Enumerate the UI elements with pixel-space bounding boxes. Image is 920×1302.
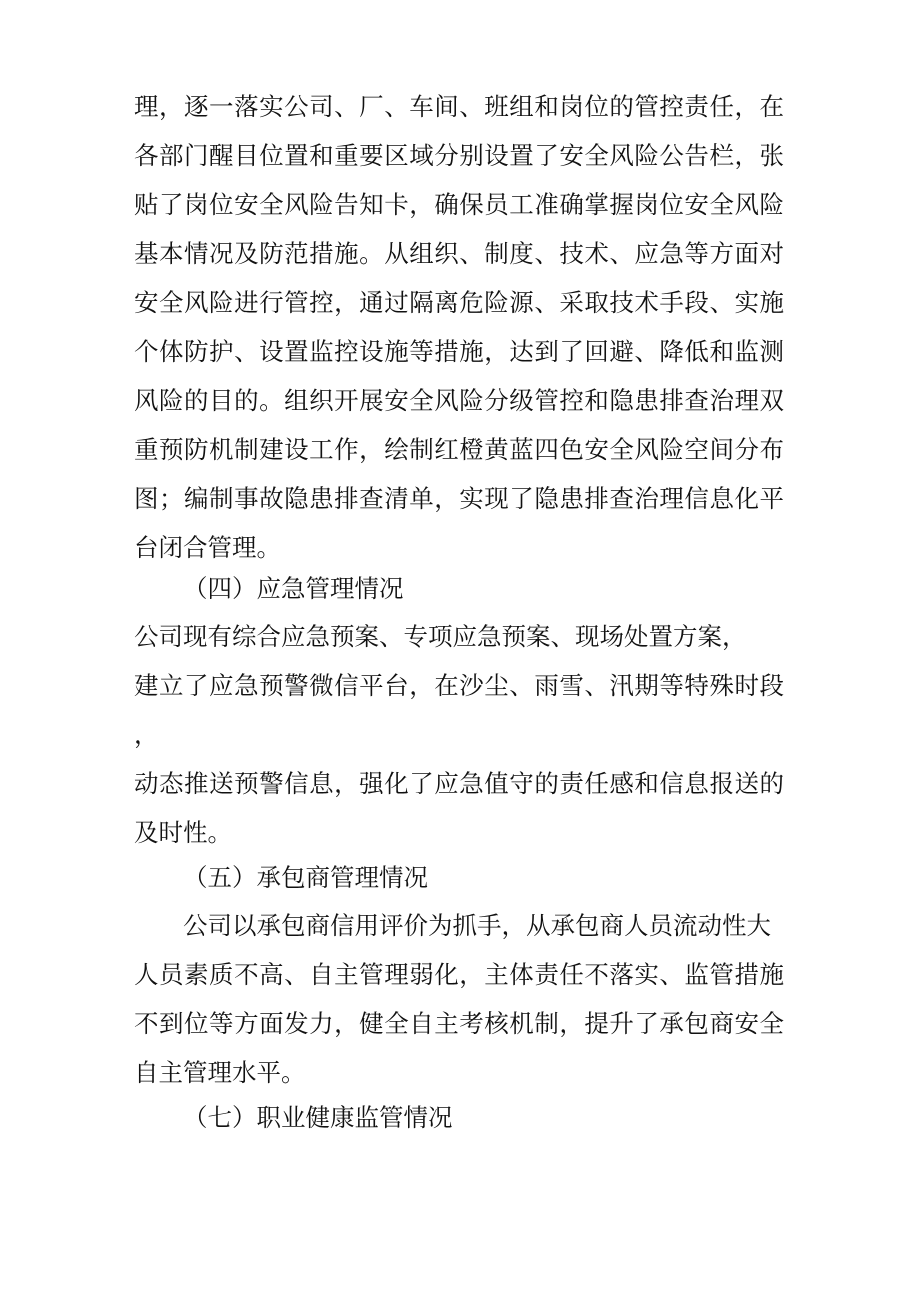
text-line: 贴了岗位安全风险告知卡，确保员工准确掌握岗位安全风险: [134, 190, 784, 219]
section-heading: （七）职业健康监管情况: [183, 1103, 453, 1132]
text-line: 自主管理水平。: [134, 1058, 306, 1087]
text-line: 公司以承包商信用评价为抓手，从承包商人员流动性大: [183, 911, 771, 940]
text-line: 公司现有综合应急预案、专项应急预案、现场处置方案，: [134, 622, 747, 651]
text-line: 重预防机制建设工作，绘制红橙黄蓝四色安全风险空间分布: [134, 435, 784, 464]
text-line: 风险的目的。组织开展安全风险分级管控和隐患排查治理双: [134, 386, 784, 415]
text-line: 动态推送预警信息，强化了应急值守的责任感和信息报送的: [134, 769, 784, 798]
heading-contractor-management: [134, 853, 784, 902]
text-line: 各部门醒目位置和重要区域分别设置了安全风险公告栏，张: [134, 141, 784, 170]
paragraph-contractor: [134, 901, 784, 1097]
paragraph-emergency: [134, 612, 784, 857]
text-line: 理，逐一落实公司、厂、车间、班组和岗位的管控责任，在: [134, 92, 784, 121]
text-line: 台闭合管理。: [134, 533, 281, 562]
text-line: 图；编制事故隐患排查清单，实现了隐患排查治理信息化平: [134, 484, 784, 513]
text-line: 不到位等方面发力，健全自主考核机制，提升了承包商安全: [134, 1009, 784, 1038]
section-heading: （四）应急管理情况: [183, 574, 404, 603]
text-line: 人员素质不高、自主管理弱化，主体责任不落实、监管措施: [134, 960, 784, 989]
paragraph-risk-control: [134, 82, 784, 572]
text-line: 及时性。: [134, 818, 232, 847]
text-line: 基本情况及防范措施。从组织、制度、技术、应急等方面对: [134, 239, 784, 268]
heading-occupational-health: [134, 1093, 784, 1142]
text-line: 安全风险进行管控，通过隔离危险源、采取技术手段、实施: [134, 288, 784, 317]
text-line: ，: [134, 720, 159, 749]
heading-emergency-management: [134, 564, 784, 613]
section-heading: （五）承包商管理情况: [183, 863, 428, 892]
text-line: 个体防护、设置监控设施等措施，达到了回避、降低和监测: [134, 337, 784, 366]
text-line: 建立了应急预警微信平台，在沙尘、雨雪、汛期等特殊时段: [134, 671, 784, 700]
